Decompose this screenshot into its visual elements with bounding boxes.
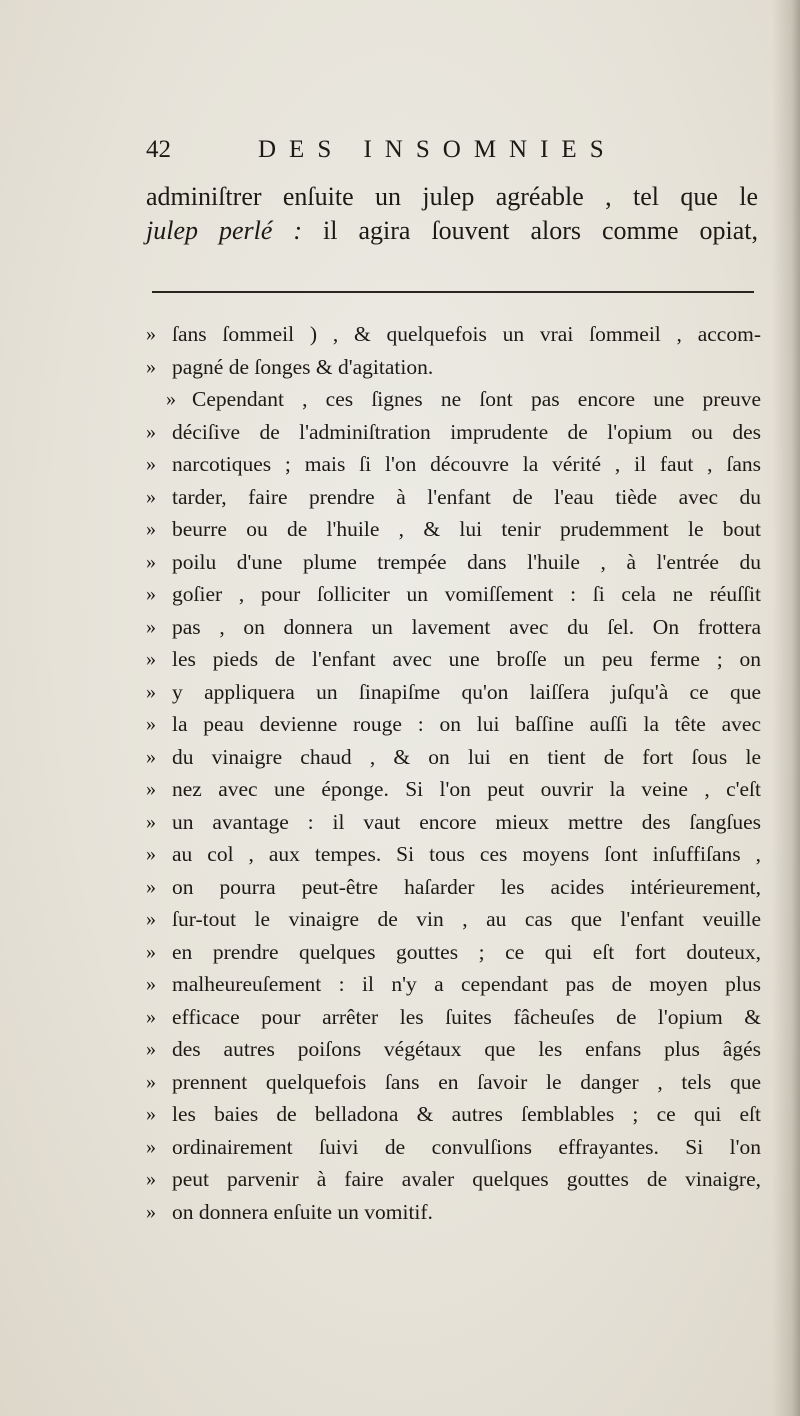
quote-line	[146, 643, 761, 676]
quote-line-text: au col , aux tempes. Si tous ces moyens ſont inſuffiſans ,	[172, 842, 761, 866]
quote-line	[146, 1131, 761, 1164]
quote-line-text: on donnera enſuite un vomitif.	[172, 1199, 433, 1224]
guillemet-mark: »	[146, 615, 156, 638]
quote-line	[146, 871, 761, 904]
guillemet-mark: »	[146, 1038, 156, 1060]
quote-line	[146, 903, 761, 936]
quote-line	[146, 383, 761, 416]
quote-line-text: beurre ou de l'huile , & lui tenir prudemment le bout	[172, 517, 761, 541]
body-line	[146, 180, 758, 214]
body-line-text: il agira ſouvent alors comme opiat,	[302, 216, 758, 245]
quote-line	[146, 1098, 761, 1131]
guillemet-mark: »	[146, 1005, 156, 1028]
quote-line-text: poilu d'une plume trempée dans l'huile , à l'entrée du	[172, 549, 761, 574]
guillemet-mark: »	[146, 1200, 156, 1223]
quote-line-text: pas , on donnera un lavement avec du ſel. On frottera	[172, 614, 761, 639]
guillemet-mark: »	[146, 940, 156, 963]
quote-line-text: un avantage : il vaut encore mieux mettre des ſangſues	[172, 809, 761, 834]
guillemet-mark: »	[146, 810, 156, 833]
guillemet-mark: »	[146, 420, 156, 443]
running-title: DES INSOMNIES	[258, 136, 617, 163]
guillemet-mark: »	[146, 973, 156, 995]
quote-line-text: Cependant , ces ſignes ne ſont pas encore une preuve	[192, 387, 761, 411]
quote-line-text: tarder, faire prendre à l'enfant de l'eau tiède avec du	[172, 484, 761, 509]
guillemet-mark: »	[146, 355, 156, 378]
quote-line-text: peut parvenir à faire avaler quelques gouttes de vinaigre,	[172, 1167, 761, 1191]
quote-line-text: efficace pour arrêter les ſuites fâcheuſes de l'opium &	[172, 1004, 761, 1029]
guillemet-mark: »	[146, 518, 156, 540]
quote-line	[146, 936, 761, 969]
guillemet-mark: »	[166, 388, 176, 410]
body-line-text: adminiſtrer enſuite un julep agréable , tel que le	[146, 182, 758, 211]
quote-line	[146, 741, 761, 774]
guillemet-mark: »	[146, 843, 156, 865]
quote-line	[146, 481, 761, 514]
quoted-footnote-block	[146, 318, 761, 1228]
quote-line-text: du vinaigre chaud , & on lui en tient de fort ſous le	[172, 744, 761, 769]
guillemet-mark: »	[146, 648, 156, 670]
guillemet-mark: »	[146, 745, 156, 768]
quote-line-text: ſur-tout le vinaigre de vin , au cas que l'enfant veuille	[172, 907, 761, 931]
quote-line-text: nez avec une éponge. Si l'on peut ouvrir la veine , c'eſt	[172, 777, 761, 801]
quote-line-text: des autres poiſons végétaux que les enfans plus âgés	[172, 1037, 761, 1061]
quote-line	[146, 1196, 761, 1229]
quote-line-text: pagné de ſonges & d'agitation.	[172, 354, 434, 379]
page-edge-shadow	[772, 0, 800, 1416]
footnote-separator-rule	[152, 291, 754, 293]
guillemet-mark: »	[146, 550, 156, 573]
guillemet-mark: »	[146, 778, 156, 800]
quote-line	[146, 351, 761, 384]
guillemet-mark: »	[146, 1168, 156, 1190]
quote-line-text: la peau devienne rouge : on lui baſſine auſſi la tête avec	[172, 712, 761, 736]
guillemet-mark: »	[146, 583, 156, 605]
quote-line	[146, 611, 761, 644]
guillemet-mark: »	[146, 485, 156, 508]
quote-line	[146, 513, 761, 546]
body-text	[146, 180, 758, 248]
quote-line-text: ordinairement ſuivi de convulſions effrayantes. Si l'on	[172, 1134, 761, 1159]
guillemet-mark: »	[146, 680, 156, 703]
quote-line-text: les pieds de l'enfant avec une broſſe un peu ferme ; on	[172, 647, 761, 671]
quote-line	[146, 1163, 761, 1196]
quote-line-text: ſans ſommeil ) , & quelquefois un vrai ſommeil , accom-	[172, 322, 761, 346]
body-line	[146, 214, 758, 248]
italic-term: julep perlé :	[146, 216, 303, 245]
guillemet-mark: »	[146, 1103, 156, 1125]
quote-line-text: les baies de belladona & autres ſemblables ; ce qui eſt	[172, 1102, 761, 1126]
quote-line	[146, 838, 761, 871]
quote-line	[146, 708, 761, 741]
quote-line-text: prennent quelquefois ſans en ſavoir le danger , tels que	[172, 1069, 761, 1094]
guillemet-mark: »	[146, 713, 156, 735]
quote-line-text: y appliquera un ſinapiſme qu'on laiſſera juſqu'à ce que	[172, 679, 761, 704]
quote-line	[146, 1001, 761, 1034]
page-header	[146, 136, 746, 176]
quote-line-text: en prendre quelques gouttes ; ce qui eſt fort douteux,	[172, 939, 761, 964]
quote-line	[146, 546, 761, 579]
quote-line	[146, 318, 761, 351]
guillemet-mark: »	[146, 875, 156, 898]
guillemet-mark: »	[146, 1135, 156, 1158]
page-number: 42	[146, 136, 171, 163]
quote-line-text: déciſive de l'adminiſtration imprudente de l'opium ou des	[172, 419, 761, 444]
quote-line-text: narcotiques ; mais ſi l'on découvre la vérité , il faut , ſans	[172, 452, 761, 476]
quote-line-text: goſier , pour ſolliciter un vomiſſement : ſi cela ne réuſſit	[172, 582, 761, 606]
guillemet-mark: »	[146, 323, 156, 345]
quote-line	[146, 968, 761, 1001]
quote-line	[146, 578, 761, 611]
quote-line	[146, 806, 761, 839]
quote-line-text: on pourra peut-être haſarder les acides intérieurement,	[172, 874, 761, 899]
quote-line	[146, 448, 761, 481]
quote-line	[146, 1066, 761, 1099]
quote-line	[146, 1033, 761, 1066]
guillemet-mark: »	[146, 908, 156, 930]
quote-line	[146, 773, 761, 806]
quote-line	[146, 676, 761, 709]
guillemet-mark: »	[146, 1070, 156, 1093]
quote-line-text: malheureuſement : il n'y a cependant pas de moyen plus	[172, 972, 761, 996]
quote-line	[146, 416, 761, 449]
guillemet-mark: »	[146, 453, 156, 475]
